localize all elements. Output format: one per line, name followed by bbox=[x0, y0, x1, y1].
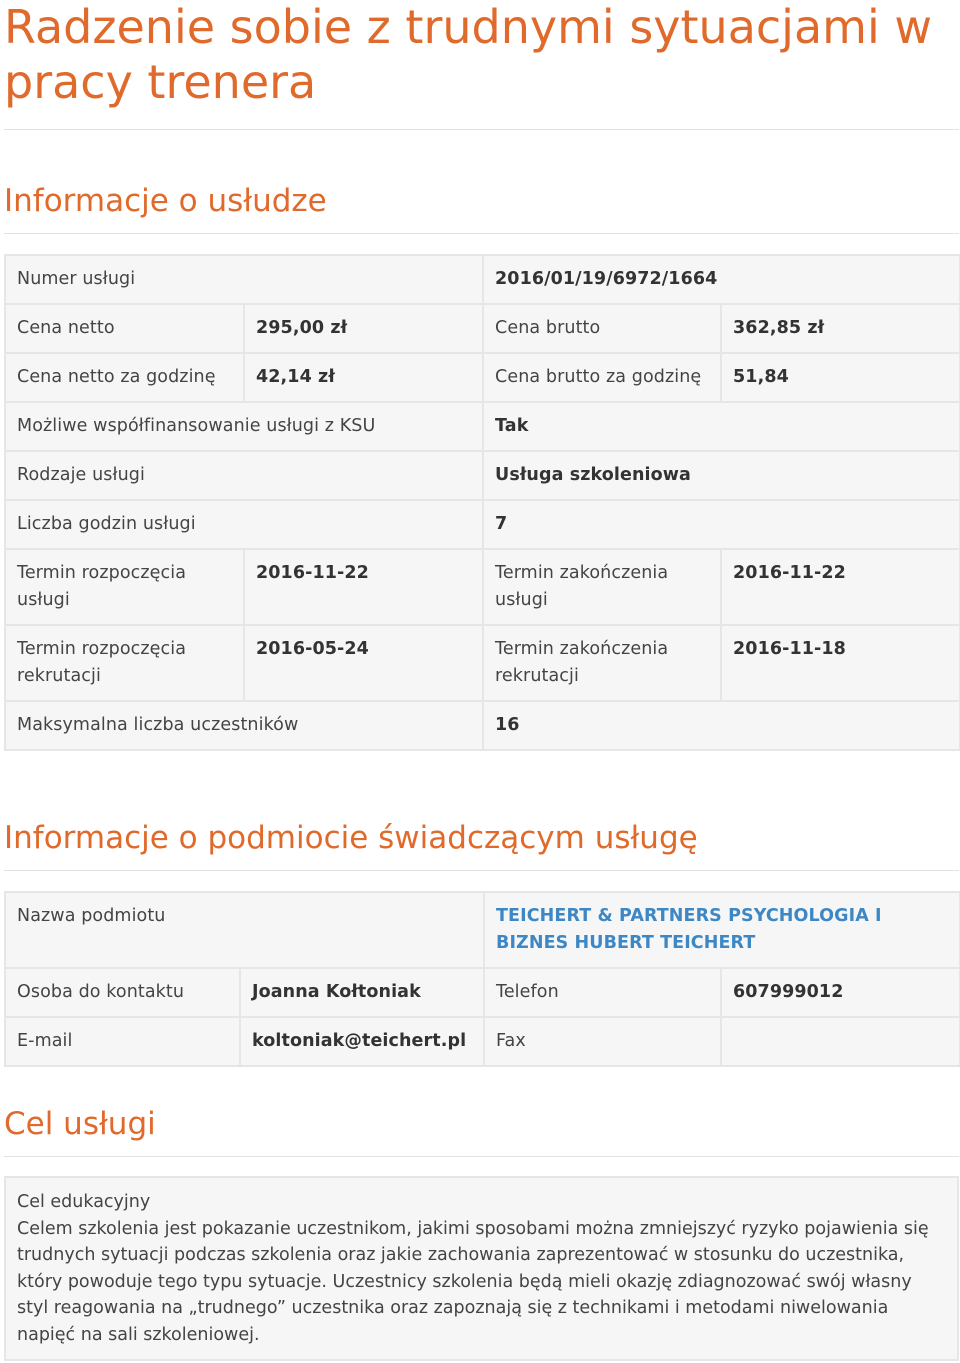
page-title: Radzenie sobie z trudnymi sytuacjami w pracy trenera bbox=[4, 0, 932, 109]
service-hours-label: Liczba godzin usługi bbox=[5, 500, 483, 549]
recruitment-start-label: Termin rozpoczęcia rekrutacji bbox=[5, 625, 244, 701]
service-types-value: Usługa szkoleniowa bbox=[483, 451, 960, 500]
recruitment-end-value: 2016-11-18 bbox=[721, 625, 960, 701]
contact-person-value: Joanna Kołtoniak bbox=[240, 968, 484, 1017]
gross-price-value: 362,85 zł bbox=[721, 304, 960, 353]
ksu-label: Możliwe współfinansowanie usługi z KSU bbox=[5, 402, 483, 451]
service-start-label: Termin rozpoczęcia usługi bbox=[5, 549, 244, 625]
service-number-value: 2016/01/19/6972/1664 bbox=[483, 255, 960, 304]
provider-info-divider bbox=[4, 870, 959, 871]
service-hours-value: 7 bbox=[483, 500, 960, 549]
net-price-value: 295,00 zł bbox=[244, 304, 483, 353]
table-row bbox=[5, 304, 960, 353]
service-end-value: 2016-11-22 bbox=[721, 549, 960, 625]
goal-divider bbox=[4, 1156, 959, 1157]
ksu-value: Tak bbox=[483, 402, 960, 451]
section-heading-goal: Cel usługi bbox=[4, 1106, 156, 1142]
provider-info-table bbox=[4, 891, 960, 1067]
table-row bbox=[5, 402, 960, 451]
fax-value bbox=[721, 1017, 960, 1066]
phone-label: Telefon bbox=[484, 968, 721, 1017]
service-end-label: Termin zakończenia usługi bbox=[483, 549, 721, 625]
table-row bbox=[5, 353, 960, 402]
email-value: koltoniak@teichert.pl bbox=[240, 1017, 484, 1066]
provider-name-label: Nazwa podmiotu bbox=[5, 892, 484, 968]
goal-label: Cel edukacyjny bbox=[17, 1192, 151, 1212]
title-divider bbox=[4, 129, 959, 130]
table-row bbox=[5, 500, 960, 549]
phone-value: 607999012 bbox=[721, 968, 960, 1017]
table-row bbox=[5, 549, 960, 625]
net-price-label: Cena netto bbox=[5, 304, 244, 353]
gross-price-label: Cena brutto bbox=[483, 304, 721, 353]
net-hour-price-label: Cena netto za godzinę bbox=[5, 353, 244, 402]
gross-hour-price-label: Cena brutto za godzinę bbox=[483, 353, 721, 402]
service-types-label: Rodzaje usługi bbox=[5, 451, 483, 500]
goal-text: Celem szkolenia jest pokazanie uczestnikom, jakimi sposobami można zmniejszyć ryzyko pojawienia się trudnych sytuacji podczas szkolenia oraz jakie zachowania zaprezentować w stosunku do uczestnika, który powoduje tego typu sytuacje. Uczestnicy szkolenia będą mieli okazję zdiagnozować swój własny styl reagowania na „trudnego” uczestnika oraz zapoznają się z technikami i metodami niwelowania napięć na sali szkoleniowej. bbox=[17, 1218, 929, 1345]
gross-hour-price-value: 51,84 bbox=[721, 353, 960, 402]
service-info-divider bbox=[4, 233, 959, 234]
table-row bbox=[5, 1017, 960, 1066]
table-row bbox=[5, 892, 960, 968]
recruitment-end-label: Termin zakończenia rekrutacji bbox=[483, 625, 721, 701]
table-row bbox=[5, 255, 960, 304]
table-row bbox=[5, 968, 960, 1017]
table-row bbox=[5, 625, 960, 701]
section-heading-service-info: Informacje o usłudze bbox=[4, 183, 327, 219]
max-participants-label: Maksymalna liczba uczestników bbox=[5, 701, 483, 750]
service-info-table bbox=[4, 254, 960, 751]
table-row bbox=[5, 701, 960, 750]
contact-person-label: Osoba do kontaktu bbox=[5, 968, 240, 1017]
section-heading-provider-info: Informacje o podmiocie świadczącym usługę bbox=[4, 820, 698, 856]
service-start-value: 2016-11-22 bbox=[244, 549, 483, 625]
recruitment-start-value: 2016-05-24 bbox=[244, 625, 483, 701]
email-label: E-mail bbox=[5, 1017, 240, 1066]
max-participants-value: 16 bbox=[483, 701, 960, 750]
net-hour-price-value: 42,14 zł bbox=[244, 353, 483, 402]
fax-label: Fax bbox=[484, 1017, 721, 1066]
service-number-label: Numer usługi bbox=[5, 255, 483, 304]
goal-box bbox=[4, 1176, 959, 1361]
provider-name-link[interactable]: TEICHERT & PARTNERS PSYCHOLOGIA I BIZNES HUBERT TEICHERT bbox=[484, 892, 960, 968]
table-row bbox=[5, 451, 960, 500]
